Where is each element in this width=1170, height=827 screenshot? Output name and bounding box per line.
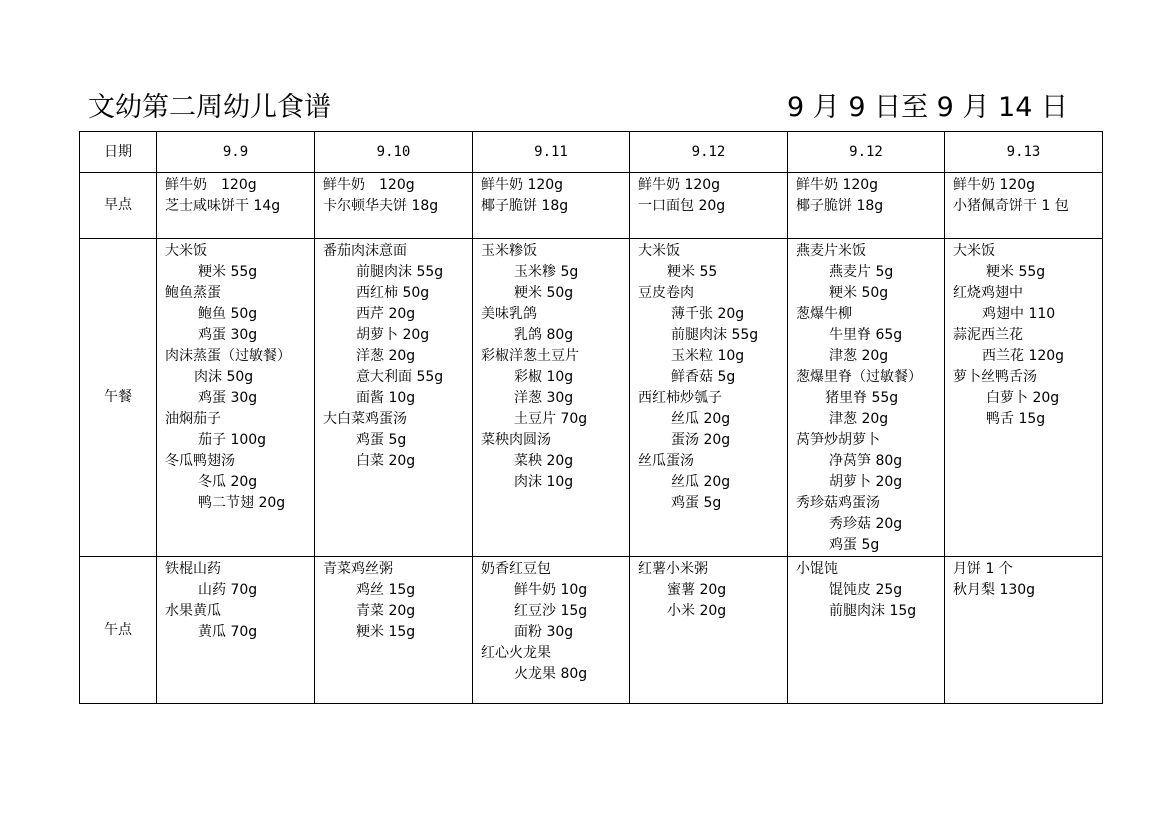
dish-name: 萝卜丝鸭舌汤 — [953, 369, 1037, 385]
ingredient-item: 鸡翅中 110 — [982, 306, 1056, 322]
ingredient-item: 土豆片 70g — [514, 411, 588, 427]
lunch-cell — [945, 239, 1103, 557]
ingredient-item: 津葱 20g — [829, 348, 889, 364]
dish-name: 鲜牛奶 120g — [323, 177, 415, 193]
breakfast-row-label: 早点 — [80, 173, 157, 239]
ingredient-item: 丝瓜 20g — [671, 474, 731, 490]
snack-list — [945, 557, 1102, 601]
dish-name: 蒜泥西兰花 — [953, 327, 1023, 343]
dish-name: 西红柿炒瓠子 — [638, 390, 722, 406]
ingredient-item: 鸡蛋 5g — [671, 495, 722, 511]
ingredient-item: 前腿肉沫 15g — [829, 603, 917, 619]
snack-cell — [630, 557, 788, 704]
breakfast-list — [945, 173, 1102, 217]
breakfast-list — [315, 173, 472, 217]
ingredient-item: 胡萝卜 20g — [356, 327, 430, 343]
dish-name: 月饼 1 个 — [953, 561, 1013, 577]
ingredient-item: 粳米 55g — [986, 264, 1046, 280]
lunch-list — [473, 239, 629, 493]
dish-name: 大米饭 — [165, 243, 207, 259]
lunch-cell — [788, 239, 945, 557]
breakfast-cell — [788, 173, 945, 239]
ingredient-item: 薄千张 20g — [671, 306, 745, 322]
ingredient-item: 肉沫 10g — [514, 474, 574, 490]
ingredient-item: 玉米糁 5g — [514, 264, 579, 280]
dish-name: 鲜牛奶 120g — [638, 177, 721, 193]
dish-name: 鲜牛奶 120g — [953, 177, 1036, 193]
lunch-list — [315, 239, 472, 472]
ingredient-item: 净莴笋 80g — [829, 453, 903, 469]
ingredient-item: 青菜 20g — [356, 603, 416, 619]
breakfast-cell — [945, 173, 1103, 239]
ingredient-item: 黄瓜 70g — [198, 624, 258, 640]
dish-name: 鲜牛奶 120g — [165, 177, 257, 193]
date-cell: 9.12 — [630, 132, 788, 173]
lunch-cell — [315, 239, 473, 557]
ingredient-item: 面酱 10g — [356, 390, 416, 406]
ingredient-item: 鸡蛋 5g — [829, 537, 880, 553]
dish-name: 油焖茄子 — [165, 411, 221, 427]
dish-name: 椰子脆饼 18g — [481, 198, 569, 214]
ingredient-item: 前腿肉沫 55g — [356, 264, 444, 280]
ingredient-item: 洋葱 30g — [514, 390, 574, 406]
ingredient-item: 西芹 20g — [356, 306, 416, 322]
dish-name: 番茄肉沫意面 — [323, 243, 407, 259]
ingredient-item: 丝瓜 20g — [671, 411, 731, 427]
dish-name: 彩椒洋葱土豆片 — [481, 348, 579, 364]
ingredient-item: 西红柿 50g — [356, 285, 430, 301]
snack-list — [315, 557, 472, 643]
breakfast-list — [630, 173, 787, 217]
ingredient-item: 猪里脊 55g — [825, 390, 899, 406]
dish-name: 大米饭 — [638, 243, 680, 259]
snack-cell — [157, 557, 315, 704]
page-title: 文幼第二周幼儿食谱 — [88, 92, 331, 123]
ingredient-item: 粳米 50g — [514, 285, 574, 301]
ingredient-item: 蛋汤 20g — [671, 432, 731, 448]
ingredient-item: 津葱 20g — [829, 411, 889, 427]
dish-name: 秀珍菇鸡蛋汤 — [796, 495, 880, 511]
lunch-list — [157, 239, 314, 514]
ingredient-item: 鸭舌 15g — [986, 411, 1046, 427]
dish-name: 鲜牛奶 120g — [796, 177, 879, 193]
ingredient-item: 菜秧 20g — [514, 453, 574, 469]
ingredient-item: 洋葱 20g — [356, 348, 416, 364]
ingredient-item: 玉米粒 10g — [671, 348, 745, 364]
lunch-list — [788, 239, 944, 556]
lunch-cell — [473, 239, 630, 557]
ingredient-item: 牛里脊 65g — [829, 327, 903, 343]
dish-name: 冬瓜鸭翅汤 — [165, 453, 235, 469]
ingredient-item: 粳米 50g — [829, 285, 889, 301]
dish-name: 小猪佩奇饼干 1 包 — [953, 198, 1069, 214]
ingredient-item: 粳米 55g — [198, 264, 258, 280]
ingredient-item: 火龙果 80g — [514, 666, 588, 682]
ingredient-item: 面粉 30g — [514, 624, 574, 640]
dish-name: 肉沫蒸蛋（过敏餐） — [165, 348, 291, 364]
dish-name: 小馄饨 — [796, 561, 838, 577]
snack-row — [80, 557, 1103, 704]
dish-name: 葱爆牛柳 — [796, 306, 852, 322]
ingredient-item: 前腿肉沫 55g — [671, 327, 759, 343]
date-range: 9 月 9 日至 9 月 14 日 — [787, 92, 1068, 123]
dish-name: 铁棍山药 — [165, 561, 221, 577]
menu-table — [79, 131, 1103, 704]
dish-name: 一口面包 20g — [638, 198, 726, 214]
dish-name: 莴笋炒胡萝卜 — [796, 432, 880, 448]
date-cell: 9.13 — [945, 132, 1103, 173]
breakfast-row — [80, 173, 1103, 239]
dish-name: 芝士咸味饼干 14g — [165, 198, 281, 214]
ingredient-item: 乳鸽 80g — [514, 327, 574, 343]
lunch-row-label: 午餐 — [80, 239, 157, 557]
ingredient-item: 茄子 100g — [198, 432, 267, 448]
ingredient-item: 彩椒 10g — [514, 369, 574, 385]
date-cell: 9.11 — [473, 132, 630, 173]
ingredient-item: 西兰花 120g — [982, 348, 1065, 364]
snack-row-label: 午点 — [80, 557, 157, 704]
dish-name: 秋月梨 130g — [953, 582, 1036, 598]
dish-name: 美味乳鸽 — [481, 306, 537, 322]
dish-name: 奶香红豆包 — [481, 561, 551, 577]
ingredient-item: 粳米 15g — [356, 624, 416, 640]
snack-cell — [315, 557, 473, 704]
ingredient-item: 胡萝卜 20g — [829, 474, 903, 490]
snack-list — [157, 557, 314, 643]
ingredient-item: 小米 20g — [667, 603, 727, 619]
lunch-cell — [630, 239, 788, 557]
snack-cell — [473, 557, 630, 704]
breakfast-cell — [315, 173, 473, 239]
ingredient-item: 鸡蛋 30g — [198, 390, 258, 406]
breakfast-list — [788, 173, 944, 217]
snack-cell — [945, 557, 1103, 704]
ingredient-item: 白菜 20g — [356, 453, 416, 469]
snack-list — [630, 557, 787, 622]
dish-name: 卡尔顿华夫饼 18g — [323, 198, 439, 214]
lunch-cell — [157, 239, 315, 557]
ingredient-item: 鸭二节翅 20g — [198, 495, 286, 511]
ingredient-item: 鸡蛋 30g — [198, 327, 258, 343]
ingredient-item: 山药 70g — [198, 582, 258, 598]
date-cell: 9.9 — [157, 132, 315, 173]
ingredient-item: 鸡丝 15g — [356, 582, 416, 598]
ingredient-item: 秀珍菇 20g — [829, 516, 903, 532]
dish-name: 菜秧肉圆汤 — [481, 432, 551, 448]
lunch-list — [945, 239, 1102, 430]
lunch-list — [630, 239, 787, 514]
ingredient-item: 肉沫 50g — [194, 369, 254, 385]
dish-name: 鲜牛奶 120g — [481, 177, 564, 193]
ingredient-item: 白萝卜 20g — [986, 390, 1060, 406]
ingredient-item: 鲜牛奶 10g — [514, 582, 588, 598]
date-cell: 9.10 — [315, 132, 473, 173]
breakfast-cell — [630, 173, 788, 239]
breakfast-cell — [473, 173, 630, 239]
ingredient-item: 鸡蛋 5g — [356, 432, 407, 448]
dish-name: 大米饭 — [953, 243, 995, 259]
dish-name: 水果黄瓜 — [165, 603, 221, 619]
dish-name: 玉米糁饭 — [481, 243, 537, 259]
dish-name: 鲍鱼蒸蛋 — [165, 285, 221, 301]
dish-name: 红烧鸡翅中 — [953, 285, 1023, 301]
date-row — [80, 132, 1103, 173]
dish-name: 丝瓜蛋汤 — [638, 453, 694, 469]
dish-name: 燕麦片米饭 — [796, 243, 866, 259]
ingredient-item: 意大利面 55g — [356, 369, 444, 385]
dish-name: 红心火龙果 — [481, 645, 551, 661]
ingredient-item: 鲍鱼 50g — [198, 306, 258, 322]
breakfast-list — [157, 173, 314, 217]
ingredient-item: 燕麦片 5g — [829, 264, 894, 280]
dish-name: 豆皮卷肉 — [638, 285, 694, 301]
ingredient-item: 馄饨皮 25g — [829, 582, 903, 598]
snack-list — [788, 557, 944, 622]
date-row-label: 日期 — [80, 132, 157, 173]
ingredient-item: 蜜薯 20g — [667, 582, 727, 598]
ingredient-item: 鲜香菇 5g — [671, 369, 736, 385]
dish-name: 椰子脆饼 18g — [796, 198, 884, 214]
breakfast-cell — [157, 173, 315, 239]
date-cell: 9.12 — [788, 132, 945, 173]
ingredient-item: 冬瓜 20g — [198, 474, 258, 490]
dish-name: 青菜鸡丝粥 — [323, 561, 393, 577]
dish-name: 葱爆里脊（过敏餐） — [796, 369, 922, 385]
dish-name: 红薯小米粥 — [638, 561, 708, 577]
snack-list — [473, 557, 629, 685]
lunch-row — [80, 239, 1103, 557]
ingredient-item: 红豆沙 15g — [514, 603, 588, 619]
snack-cell — [788, 557, 945, 704]
breakfast-list — [473, 173, 629, 217]
dish-name: 大白菜鸡蛋汤 — [323, 411, 407, 427]
ingredient-item: 粳米 55 — [667, 264, 718, 280]
